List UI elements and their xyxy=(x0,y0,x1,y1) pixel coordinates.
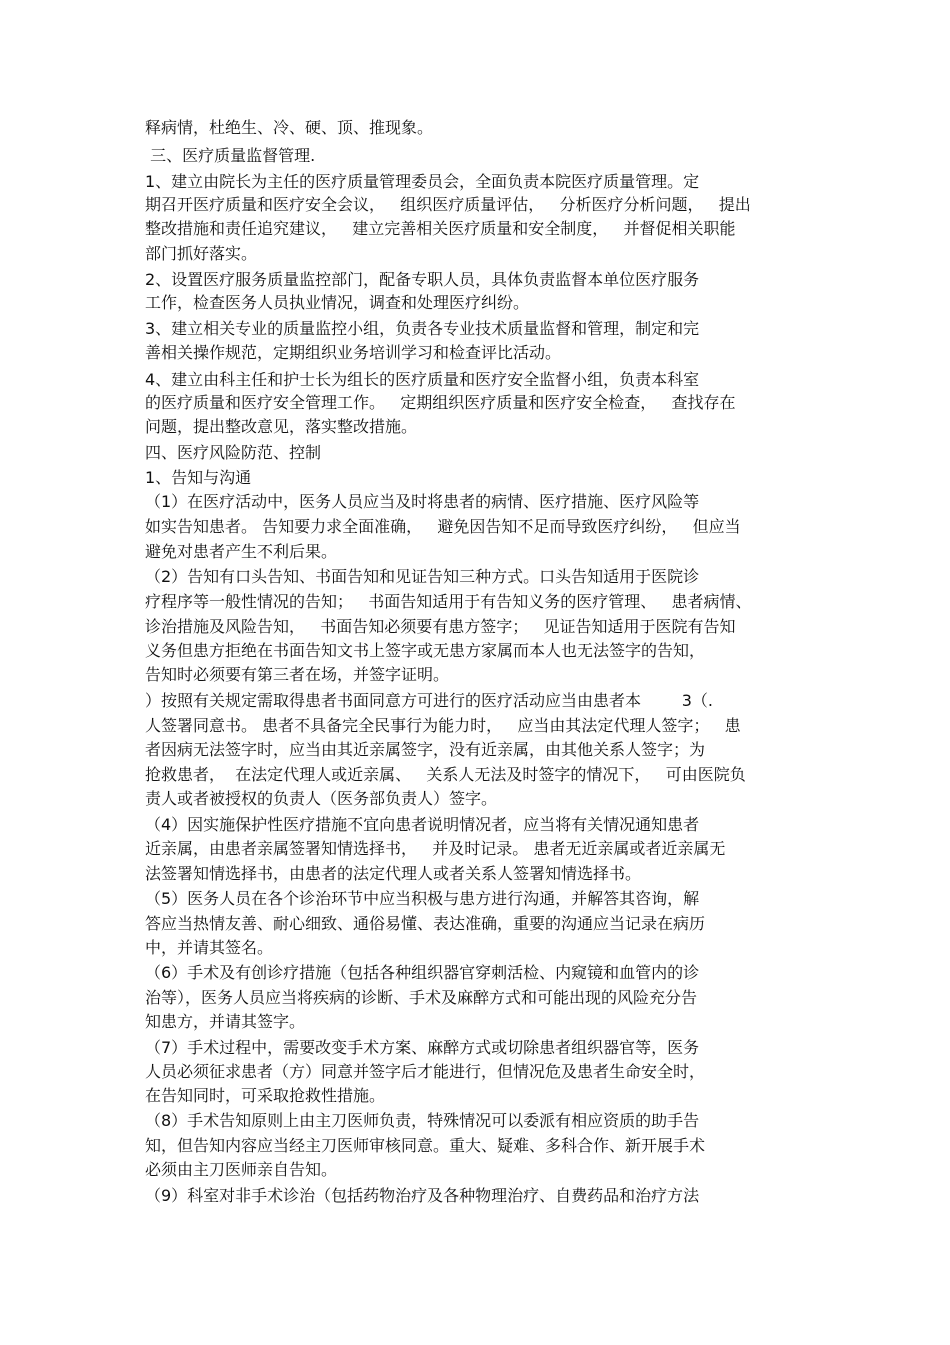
text-line: 整改措施和责任追究建议， 建立完善相关医疗质量和安全制度， 并督促相关职能 xyxy=(145,219,736,238)
text-line: 四、医疗风险防范、控制 xyxy=(145,443,322,462)
text-line: （8）手术告知原则上由主刀医师负责，特殊情况可以委派有相应资质的助手告 xyxy=(145,1111,700,1130)
text-line: 避免对患者产生不利后果。 xyxy=(145,542,338,561)
text-line: （9）科室对非手术诊治（包括药物治疗及各种物理治疗、自费药品和治疗方法 xyxy=(145,1186,700,1205)
text-line: （5）医务人员在各个诊治环节中应当积极与患方进行沟通，并解答其咨询，解 xyxy=(145,889,700,908)
text-line: 告知时必须要有第三者在场，并签字证明。 xyxy=(145,665,450,684)
text-line: 义务但患方拒绝在书面告知文书上签字或无患方家属而本人也无法签字的告知， xyxy=(145,641,706,660)
text-line: 近亲属，由患者亲属签署知情选择书， 并及时记录。 患者无近亲属或者近亲属无 xyxy=(145,839,726,858)
text-line: 在告知同时，可采取抢救性措施。 xyxy=(145,1086,386,1105)
text-line: 中，并请其签名。 xyxy=(145,938,274,957)
text-line: （2）告知有口头告知、书面告知和见证告知三种方式。口头告知适用于医院诊 xyxy=(145,567,700,586)
text-line: 诊治措施及风险告知， 书面告知必须要有患方签字； 见证告知适用于医院有告知 xyxy=(145,617,736,636)
text-line: 部门抓好落实。 xyxy=(145,244,258,263)
text-line: 法签署知情选择书，由患者的法定代理人或者关系人签署知情选择书。 xyxy=(145,864,642,883)
text-line: 如实告知患者。 告知要力求全面准确， 避免因告知不足而导致医疗纠纷， 但应当 xyxy=(145,517,741,536)
text-line: 人员必须征求患者（方）同意并签字后才能进行，但情况危及患者生命安全时， xyxy=(145,1062,706,1081)
text-line: （6）手术及有创诊疗措施（包括各种组织器官穿刺活检、内窥镜和血管内的诊 xyxy=(145,963,700,982)
text-line: 1、建立由院长为主任的医疗质量管理委员会，全面负责本院医疗质量管理。定 xyxy=(145,172,700,191)
text-line: 者因病无法签字时，应当由其近亲属签字，没有近亲属，由其他关系人签字；为 xyxy=(145,740,706,759)
text-line: 问题，提出整改意见，落实整改措施。 xyxy=(145,417,418,436)
text-line: （4）因实施保护性医疗措施不宜向患者说明情况者，应当将有关情况通知患者 xyxy=(145,815,700,834)
text-line: 知患方，并请其签字。 xyxy=(145,1012,306,1031)
text-line: 抢救患者， 在法定代理人或近亲属、 关系人无法及时签字的情况下， 可由医院负 xyxy=(145,765,746,784)
text-line: 知，但告知内容应当经主刀医师审核同意。重大、疑难、多科合作、新开展手术 xyxy=(145,1136,706,1155)
text-line: 答应当热情友善、耐心细致、通俗易懂、表达准确，重要的沟通应当记录在病历 xyxy=(145,914,706,933)
text-line: 1、告知与沟通 xyxy=(145,468,252,487)
text-line: （1）在医疗活动中，医务人员应当及时将患者的病情、医疗措施、医疗风险等 xyxy=(145,492,700,511)
text-line: 4、建立由科主任和护士长为组长的医疗质量和医疗安全监督小组，负责本科室 xyxy=(145,370,700,389)
text-line: 2、设置医疗服务质量监控部门，配备专职人员，具体负责监督本单位医疗服务 xyxy=(145,270,700,289)
text-line: 三、医疗质量监督管理. xyxy=(145,146,316,165)
text-line: （7）手术过程中，需要改变手术方案、麻醉方式或切除患者组织器官等，医务 xyxy=(145,1038,700,1057)
text-line: 责人或者被授权的负责人（医务部负责人）签字。 xyxy=(145,789,498,808)
text-line: 3、建立相关专业的质量监控小组，负责各专业技术质量监督和管理，制定和完 xyxy=(145,319,700,338)
text-line: 必须由主刀医师亲自告知。 xyxy=(145,1160,338,1179)
text-line: 人签署同意书。 患者不具备完全民事行为能力时， 应当由其法定代理人签字； 患 xyxy=(145,716,741,735)
text-line: 期召开医疗质量和医疗安全会议， 组织医疗质量评估， 分析医疗分析问题， 提出 xyxy=(145,195,751,214)
text-line: 释病情，杜绝生、冷、硬、顶、推现象。 xyxy=(145,118,434,137)
text-line: 治等），医务人员应当将疾病的诊断、手术及麻醉方式和可能出现的风险充分告 xyxy=(145,988,698,1007)
text-line: 善相关操作规范，定期组织业务培训学习和检查评比活动。 xyxy=(145,343,562,362)
text-line: 的医疗质量和医疗安全管理工作。 定期组织医疗质量和医疗安全检查， 查找存在 xyxy=(145,393,736,412)
text-line: 疗程序等一般性情况的告知； 书面告知适用于有告知义务的医疗管理、 患者病情、 xyxy=(145,592,752,611)
text-line: ）按照有关规定需取得患者书面同意方可进行的医疗活动应当由患者本 3（. xyxy=(145,691,713,710)
text-line: 工作，检查医务人员执业情况，调查和处理医疗纠纷。 xyxy=(145,293,530,312)
